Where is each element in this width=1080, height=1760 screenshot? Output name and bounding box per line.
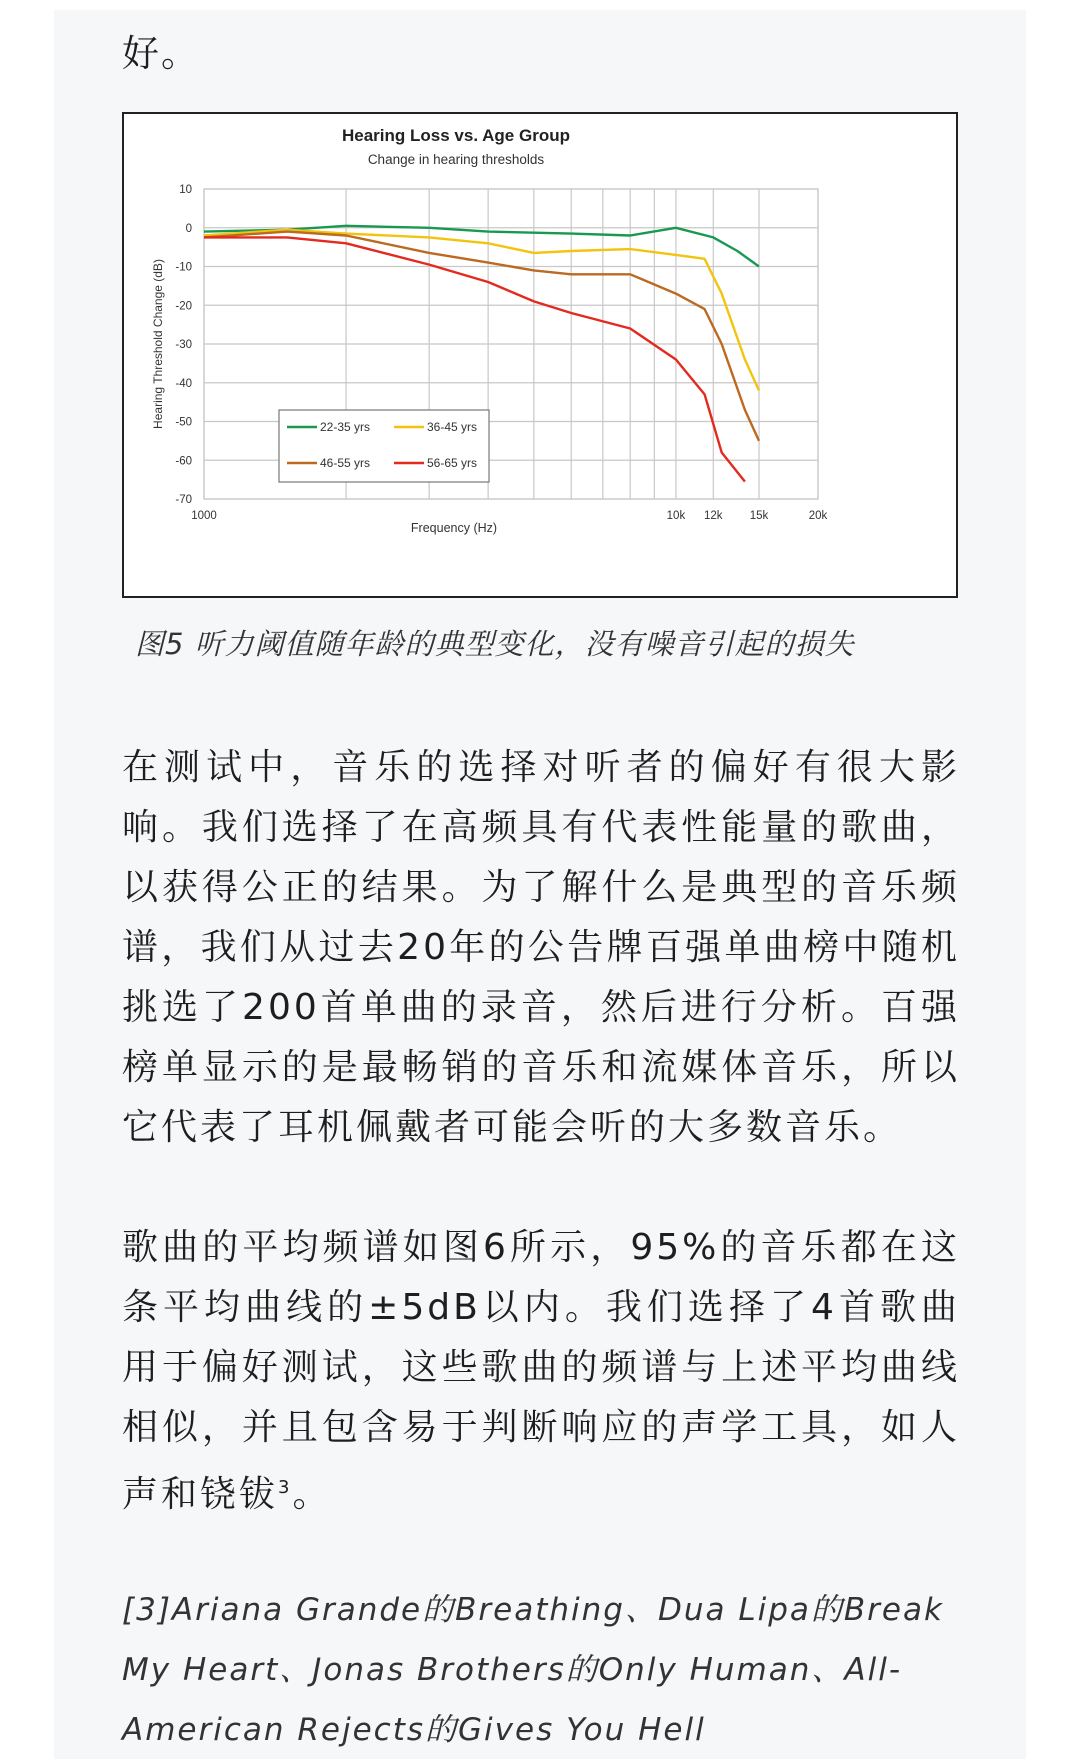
y-tick-label: -60 — [175, 455, 192, 468]
figure-caption: 图5 听力阈值随年龄的典型变化，没有噪音引起的损失 — [135, 627, 855, 661]
x-tick-label: 12k — [704, 510, 723, 522]
legend-label: 22-35 yrs — [320, 420, 371, 434]
y-tick-label: -50 — [175, 416, 192, 429]
x-tick-label: 15k — [749, 510, 769, 522]
body-paragraph-1: 在测试中，音乐的选择对听者的偏好有很大影响。我们选择了在高频具有代表性能量的歌曲，以获得公正的结果。为了解什么是典型的音乐频谱，我们从过去20年的公告牌百强单曲榜中随机挑选了200首单曲的录音，然后进行分析。百强榜单显示的是最畅销的音乐和流媒体音乐，所以它代表了耳机佩戴者可能会听的大多数音乐。 — [122, 747, 960, 1148]
paragraph-fragment: 好。 — [122, 32, 200, 75]
paragraph-2-end: 。 — [292, 1474, 332, 1515]
y-tick-label: -20 — [175, 300, 192, 313]
y-tick-label: 0 — [185, 222, 192, 235]
x-tick-label: 10k — [666, 510, 686, 522]
legend-label: 36-45 yrs — [427, 420, 478, 434]
x-tick-label: 1000 — [191, 510, 217, 522]
chart-title: Hearing Loss vs. Age Group — [342, 126, 570, 145]
legend-label: 56-65 yrs — [427, 456, 478, 470]
paragraph-2-text: 歌曲的平均频谱如图6所示，95%的音乐都在这条平均曲线的±5dB以内。我们选择了4首歌曲用于偏好测试，这些歌曲的频谱与上述平均曲线相似，并且包含易于判断响应的声学工具，如人声和铙钹 — [122, 1227, 960, 1515]
chart-figure — [122, 112, 958, 598]
y-axis-label: Hearing Threshold Change (dB) — [151, 259, 165, 429]
y-tick-label: -70 — [175, 494, 192, 506]
y-tick-label: -30 — [175, 339, 192, 351]
chart-subtitle: Change in hearing thresholds — [367, 152, 545, 167]
y-tick-label: 10 — [179, 184, 192, 196]
footnote-ref[interactable]: 3 — [278, 1477, 293, 1498]
x-tick-label: 20k — [808, 510, 828, 522]
footnote: [3]Ariana Grande的Breathing、Dua Lipa的Break My Heart、Jonas Brothers的Only Human、All-American Rejects的Gives You Hell — [122, 1592, 944, 1748]
y-tick-label: -10 — [175, 261, 192, 274]
y-tick-label: -40 — [175, 377, 192, 390]
hearing-loss-chart — [124, 114, 956, 596]
legend-label: 46-55 yrs — [320, 456, 371, 470]
x-axis-label: Frequency (Hz) — [410, 521, 498, 535]
body-paragraph-2 — [122, 1218, 960, 1525]
